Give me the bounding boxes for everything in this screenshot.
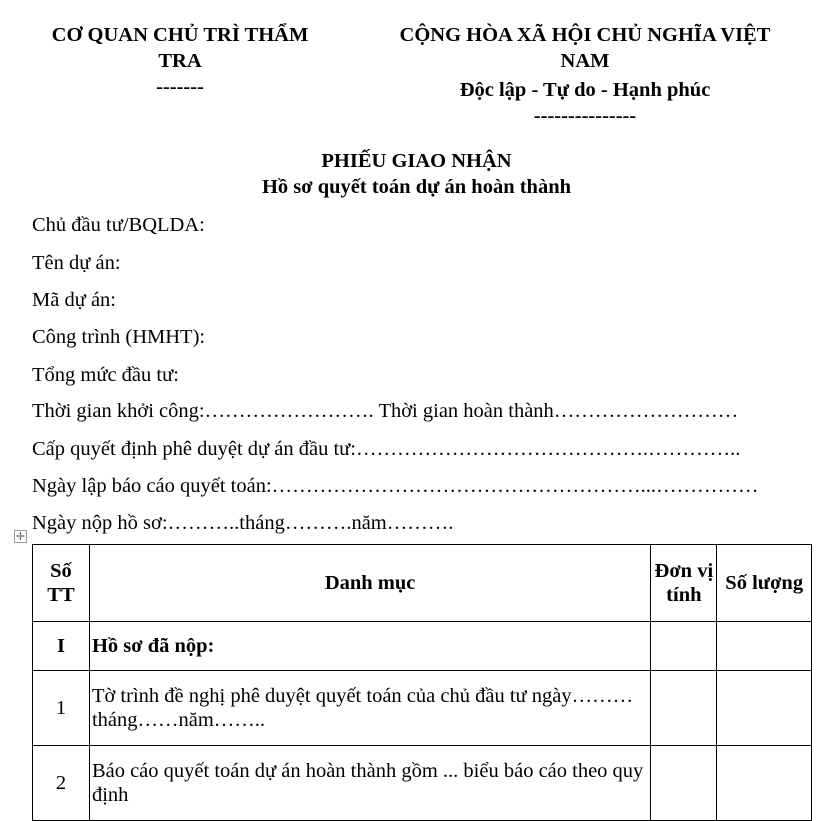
row-category: Tờ trình đề nghị phê duyệt quyết toán của chủ đầu tư ngày………tháng……năm…….. [89,671,650,746]
field-construction-period: Thời gian khởi công:……………………. Thời gian hoàn thành……………………… [32,400,739,422]
country-name-line1: CỘNG HÒA XÃ HỘI CHỦ NGHĨA VIỆT [399,24,771,46]
agency-divider: ------- [156,76,204,98]
row-quantity [717,671,812,746]
table-row [33,671,812,746]
header-category: Danh mục [89,545,650,622]
table-header-row [33,545,812,622]
header-quantity: Số lượng [717,545,812,622]
row-number: 1 [33,671,90,746]
row-category: Báo cáo quyết toán dự án hoàn thành gồm ... biểu báo cáo theo quy định [89,746,650,821]
row-number: I [33,622,90,671]
header-unit: Đơn vị tính [651,545,717,622]
row-unit [651,622,717,671]
table-row [33,746,812,821]
row-quantity [717,622,812,671]
title-sub: Hồ sơ quyết toán dự án hoàn thành [261,176,572,198]
national-header [355,22,815,129]
agency-name-line1: CƠ QUAN CHỦ TRÌ THẨM [51,24,309,46]
field-approval-authority: Cấp quyết định phê duyệt dự án đầu tư:…………………………………….………….. [32,438,741,460]
field-work-item: Công trình (HMHT): [32,326,206,348]
field-project-code: Mã dự án: [32,289,116,311]
field-total-investment: Tổng mức đầu tư: [32,364,179,386]
motto-divider: --------------- [533,105,637,127]
header-no: Số TT [33,545,90,622]
document-title [0,148,833,200]
title-main: PHIẾU GIAO NHẬN [321,150,512,172]
row-unit [651,671,717,746]
row-quantity [717,746,812,821]
country-name-line2: NAM [560,50,610,72]
row-unit [651,746,717,821]
agency-header [20,22,340,100]
table-row [33,622,812,671]
national-motto: Độc lập - Tự do - Hạnh phúc [459,79,711,101]
field-project-name: Tên dự án: [32,252,121,274]
field-report-date: Ngày lập báo cáo quyết toán:………………………………………………...…………… [32,475,759,497]
agency-name-line2: TRA [158,50,202,72]
field-investor: Chủ đầu tư/BQLDA: [32,214,205,236]
row-category: Hồ sơ đã nộp: [89,622,650,671]
table-move-handle-icon[interactable]: ✛ [15,530,26,543]
document-table [32,544,812,821]
row-number: 2 [33,746,90,821]
field-submission-date: Ngày nộp hồ sơ:………..tháng……….năm………. [32,512,454,534]
